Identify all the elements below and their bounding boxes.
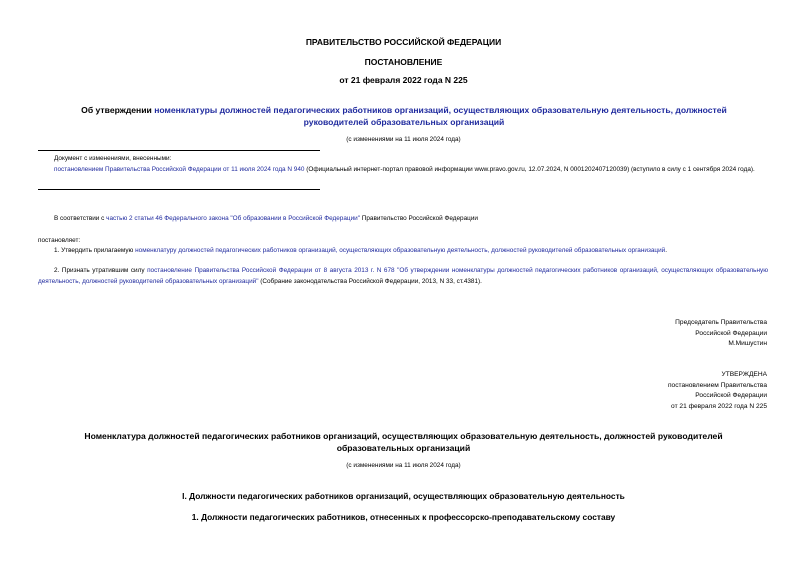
- item2-suffix: (Собрание законодательства Российской Федерации, 2013, N 33, ст.4381).: [258, 277, 482, 285]
- signature-line-3: М.Мишустин: [728, 340, 767, 347]
- changes-block: [38, 154, 770, 175]
- approval-line-3: Российской Федерации: [695, 392, 767, 399]
- approval-line-4: от 21 февраля 2022 года N 225: [671, 402, 767, 410]
- preamble-link[interactable]: частью 2 статьи 46 Федерального закона "Об образовании в Российской Федерации": [106, 215, 360, 222]
- nomenclature-revision-note: (с изменениями на 11 июля 2024 года): [346, 462, 461, 469]
- item1-link[interactable]: номенклатуру должностей педагогических работников организаций, осуществляющих образовательную деятельность, должностей руководителей образовательных организаций: [135, 247, 666, 254]
- signature-line-1: Председатель Правительства: [675, 319, 767, 326]
- item-2: [38, 266, 768, 287]
- approval-line-1: УТВЕРЖДЕНА: [721, 371, 767, 378]
- approval-line-2: постановлением Правительства: [667, 381, 767, 389]
- changes-link[interactable]: постановлением Правительства Российской Федерации от 11 июля 2024 года N 940: [54, 165, 305, 173]
- item1-suffix: .: [665, 247, 668, 254]
- nomenclature-title: [0, 430, 807, 454]
- divider-bottom: [38, 189, 320, 190]
- preamble-prefix: В соответствии с: [54, 215, 107, 222]
- divider-top: [38, 150, 320, 151]
- revision-note: (с изменениями на 11 июля 2024 года): [346, 136, 461, 143]
- signature-block: [675, 318, 767, 350]
- changes-rest: (Официальный интернет-портал правовой информации www.pravo.gov.ru, 12.07.2024, N 0001202407120039) (вступило в силу с 1 сентября 2024 года).: [304, 165, 755, 173]
- item1-prefix: 1. Утвердить прилагаемую: [54, 247, 136, 254]
- document-title: [62, 104, 746, 128]
- preamble: [54, 214, 770, 225]
- title-prefix: Об утверждении: [81, 105, 155, 115]
- item2-link[interactable]: постановление Правительства Российской Федерации от 8 августа 2013 г. N 678 "Об утверждении номенклатуры должностей педагогических работников организаций, осуществляющих образовательную деятельность, должностей руководителей образовательных организаций": [38, 267, 768, 285]
- doc-type-heading: ПОСТАНОВЛЕНИЕ: [364, 57, 443, 67]
- doc-date-number: от 21 февраля 2022 года N 225: [339, 75, 468, 85]
- approval-block: [668, 370, 767, 412]
- nomenclature-title-line-1: Номенклатура должностей педагогических работников организаций, осуществляющих образовательную деятельность, должностей руководителей: [84, 431, 723, 441]
- item-1: [54, 246, 770, 257]
- section-heading: I. Должности педагогических работников организаций, осуществляющих образовательную деятельность: [182, 491, 625, 501]
- subsection-heading: 1. Должности педагогических работников, отнесенных к профессорско-преподавательскому составу: [191, 512, 616, 522]
- changes-intro: Документ с изменениями, внесенными:: [54, 155, 172, 162]
- preamble-suffix: Правительство Российской Федерации: [360, 215, 478, 222]
- title-link[interactable]: номенклатуры должностей педагогических работников организаций, осуществляющих образовательную деятельность, должностей руководителей образовательных организаций: [154, 105, 727, 127]
- nomenclature-title-line-2: образовательных организаций: [336, 443, 471, 453]
- signature-line-2: Российской Федерации: [695, 329, 767, 337]
- government-heading: ПРАВИТЕЛЬСТВО РОССИЙСКОЙ ФЕДЕРАЦИИ: [305, 37, 502, 47]
- decides-text: постановляет:: [38, 237, 81, 244]
- item2-prefix: 2. Признать утратившим силу: [54, 267, 148, 274]
